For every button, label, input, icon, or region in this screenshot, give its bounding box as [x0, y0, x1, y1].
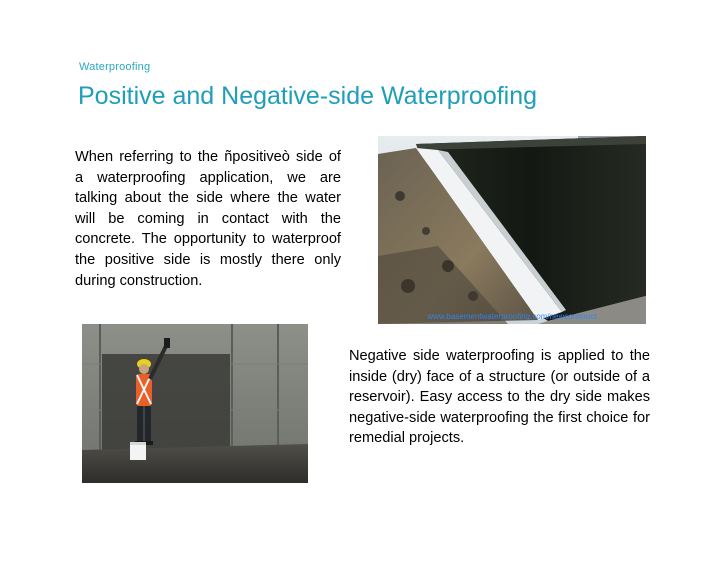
positive-side-photo — [378, 136, 646, 324]
positive-side-paragraph: When referring to the ñpositiveò side of a waterproofing application, we are talking about the side where the water will be coming in contact with the concrete. The opportunity to waterproof the positive side is mostly there only during construction. — [75, 149, 341, 289]
section-kicker: Waterproofing — [79, 61, 151, 73]
page-title: Positive and Negative-side Waterproofing — [78, 82, 538, 110]
negative-side-paragraph: Negative side waterproofing is applied to the inside (dry) face of a structure (or outside of a reservoir). Easy access to the dry side makes negative-side waterproofing the first choice for remedial projects. — [349, 348, 650, 447]
negative-side-photo — [82, 324, 308, 483]
photo-credit: www.basementwaterproofing.com/newconstruct — [427, 312, 597, 321]
